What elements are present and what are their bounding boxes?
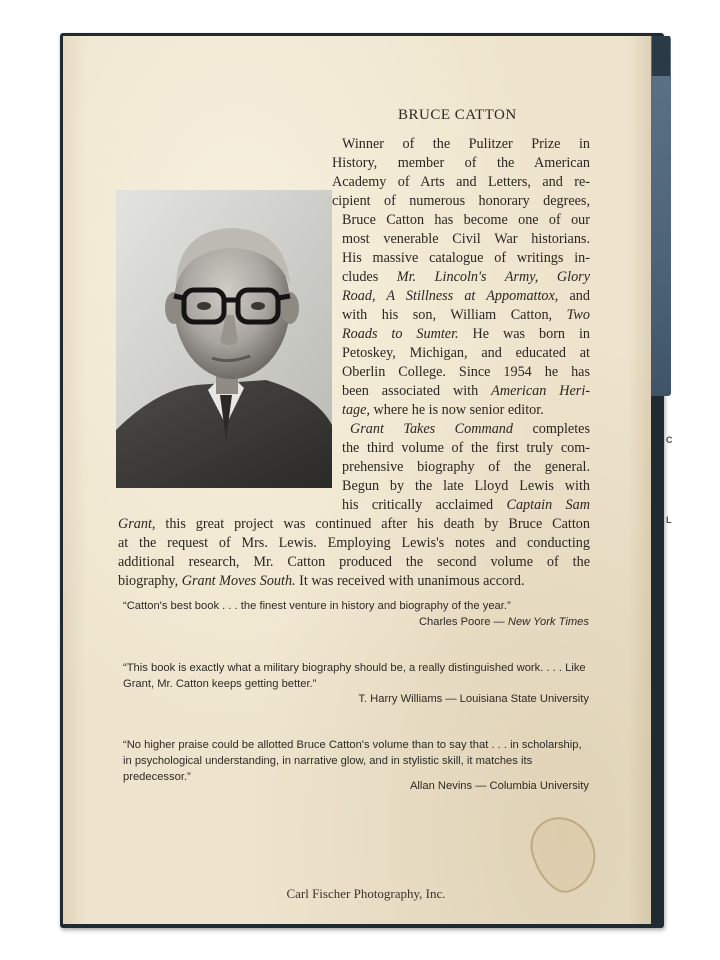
review-attribution — [410, 780, 589, 792]
bio-line — [342, 496, 590, 515]
bio-line — [342, 382, 590, 401]
reviewer-name: Charles Poore — — [418, 616, 508, 628]
bio-text: cludes — [342, 269, 397, 285]
review-attribution — [419, 616, 589, 628]
bio-text: He was born in — [458, 326, 590, 342]
bio-line: Begun by the late Lloyd Lewis with — [342, 478, 590, 494]
bio-line — [342, 401, 590, 420]
bio-text: this great project was continued after his death by Bruce Catton — [155, 516, 590, 532]
bio-line: His massive catalogue of writings in- — [342, 250, 590, 266]
bio-text: where he is now senior editor. — [369, 402, 544, 418]
bio-text: It was received with unanimous accord. — [295, 573, 525, 589]
spine-edge-dark — [652, 36, 670, 76]
magazine-title: American Heri- — [491, 383, 590, 399]
bio-line — [350, 420, 590, 439]
spine-edge — [649, 36, 671, 396]
author-heading: BRUCE CATTON — [398, 107, 517, 123]
bio-line: Winner of the Pulitzer Prize in — [342, 136, 590, 152]
magazine-title: tage, — [342, 402, 370, 418]
bio-line: History, member of the American — [332, 155, 590, 171]
bio-line: Petoskey, Michigan, and educated at — [342, 345, 590, 361]
book-title: Roads to Sumter. — [342, 326, 459, 342]
bio-text: and — [558, 288, 590, 304]
bio-line: at the request of Mrs. Lewis. Employing Lewis's notes and conducting — [118, 535, 590, 551]
bio-line: most venerable Civil War historians. — [342, 231, 590, 247]
review-quote: “This book is exactly what a military biography should be, a really distinguished work. . . . Like Grant, Mr. Catton keeps getting better.” — [123, 662, 586, 690]
book-title: Grant, — [118, 516, 156, 532]
book-title: Grant Takes Command — [350, 421, 513, 437]
book-title: Road, A Stillness at Appomattox, — [342, 288, 559, 304]
bio-text: been associated with — [342, 383, 492, 399]
bio-line: cipient of numerous honorary degrees, — [332, 193, 590, 209]
reviewer-name: Allan Nevins — Columbia University — [409, 780, 589, 792]
bio-line: Oberlin College. Since 1954 he has — [342, 364, 590, 380]
bio-text: biography, — [118, 573, 182, 589]
bio-line — [342, 325, 590, 344]
photo-credit: Carl Fischer Photography, Inc. — [286, 886, 446, 901]
bio-text: his critically acclaimed — [342, 497, 507, 513]
review-quote: “Catton's best book . . . the finest venture in history and biography of the year.” — [123, 600, 511, 612]
bio-text: completes — [512, 421, 590, 437]
bio-line: the third volume of the first truly com- — [342, 440, 590, 456]
bio-text: with his son, William Catton, — [342, 307, 567, 323]
spine-letter: L — [666, 515, 672, 525]
bio-line — [342, 306, 590, 325]
book-title: Captain Sam — [506, 497, 590, 513]
bio-line: Academy of Arts and Letters, and re- — [332, 174, 590, 190]
bio-line — [342, 287, 590, 306]
review-quote: “No higher praise could be allotted Bruce Catton's volume than to say that . . . in scholarship, in psychological understanding, in narrative glow, and in stylistic skill, it matches its predecessor.” — [123, 739, 582, 783]
book-title: Mr. Lincoln's Army, Glory — [396, 269, 590, 285]
bio-line — [118, 572, 590, 591]
bio-line: prehensive biography of the general. — [342, 459, 590, 475]
bio-line: Bruce Catton has become one of our — [342, 212, 590, 228]
bio-line — [342, 268, 590, 287]
bio-line: additional research, Mr. Catton produced the second volume of the — [118, 554, 590, 570]
reviewer-source: New York Times — [507, 616, 589, 628]
author-photo — [116, 190, 332, 488]
reviewer-name: T. Harry Williams — Louisiana State University — [358, 693, 589, 705]
bio-line — [118, 515, 590, 534]
book-title: Two — [566, 307, 590, 323]
book-title: Grant Moves South. — [181, 573, 296, 589]
review-attribution — [358, 693, 589, 705]
spine-letter: C — [666, 435, 673, 445]
